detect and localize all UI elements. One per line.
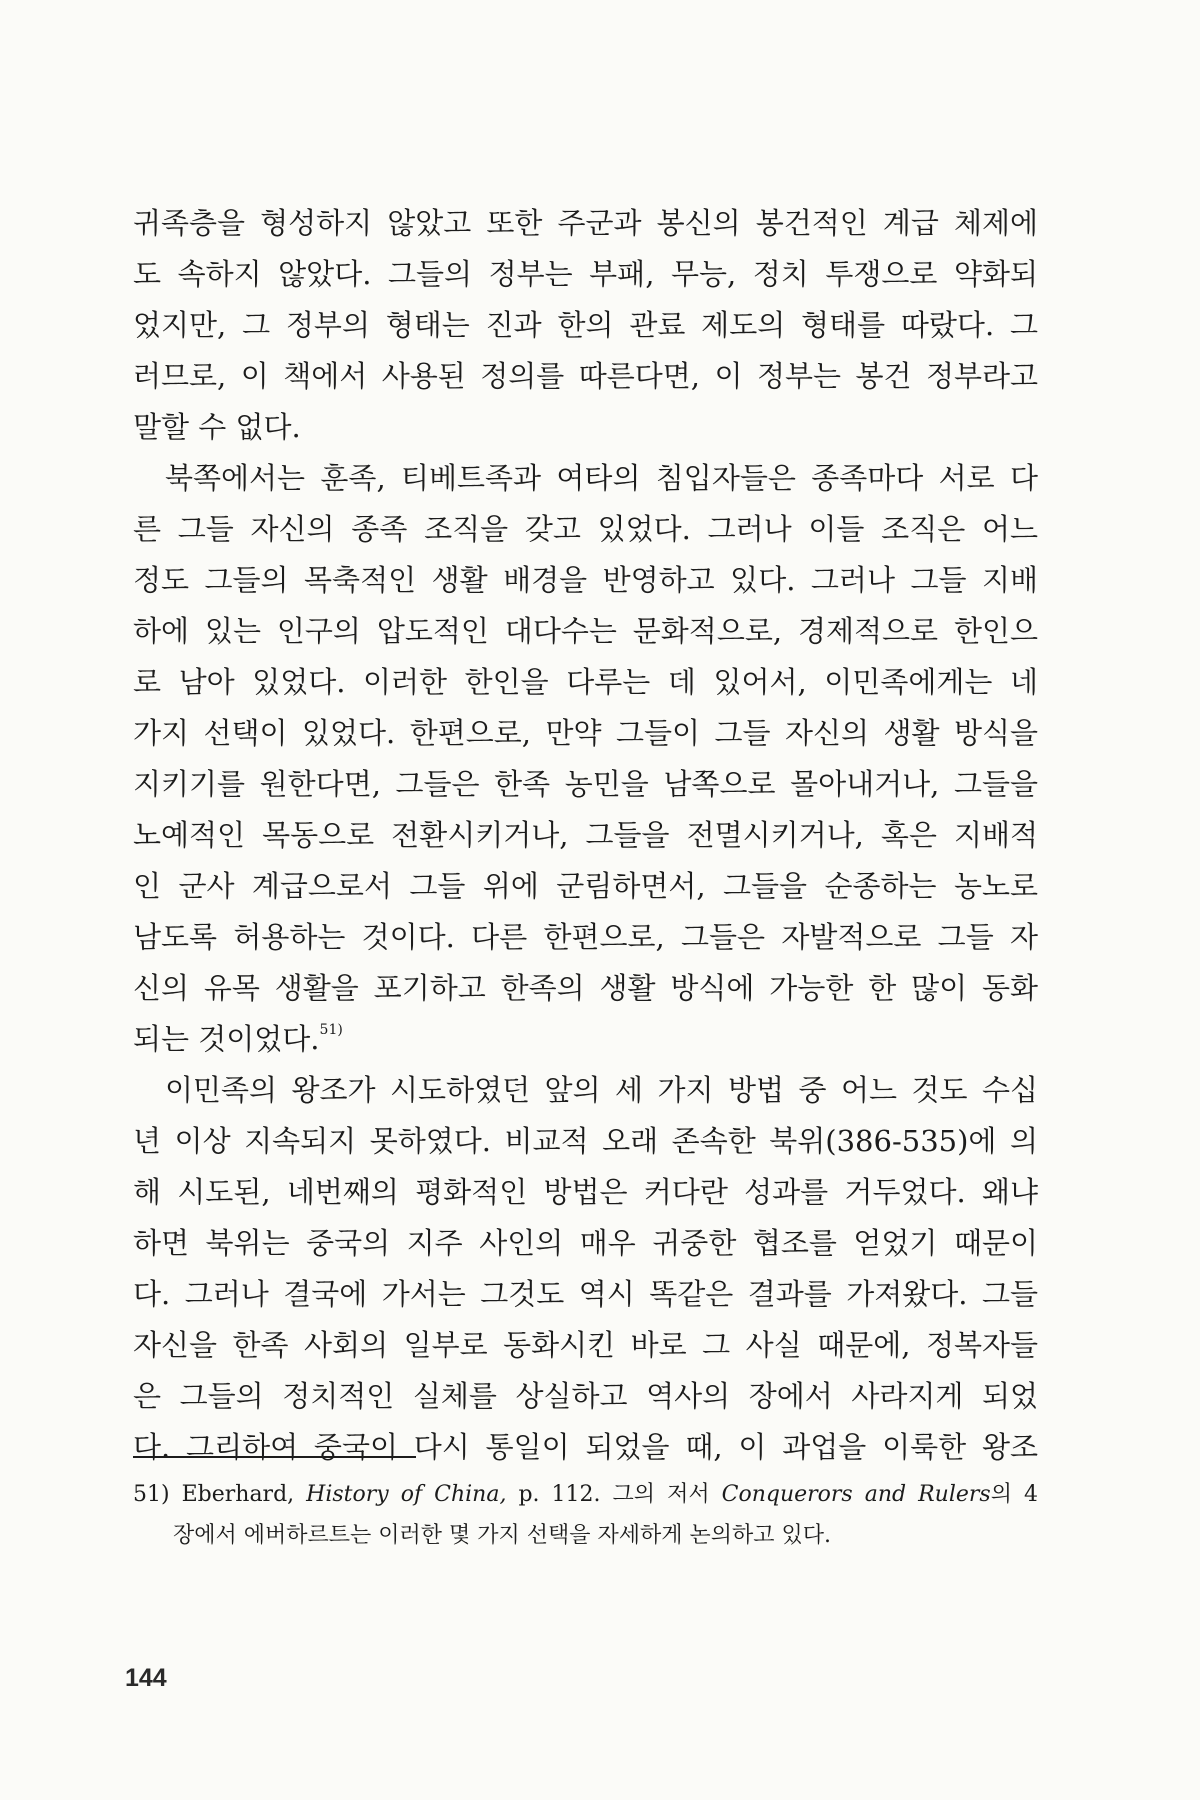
text-line-content: 로 남아 있었다. 이러한 한인을 다루는 데 있어서, 이민족에게는 네 [133,665,1038,699]
text-line-content: 되는 것이었다. [133,1022,320,1056]
text-line [133,555,1038,606]
text-line-content: 다. 그리하여 중국이 다시 통일이 되었을 때, 이 과업을 이룩한 왕조 [133,1430,1038,1464]
text-line [133,1065,1038,1116]
text-line [133,402,1038,453]
footnote-title-1: History of China, [306,1482,507,1507]
text-line-content: 정도 그들의 목축적인 생활 배경을 반영하고 있다. 그러나 그들 지배 [133,563,1038,597]
text-line-content: 가지 선택이 있었다. 한편으로, 만약 그들이 그들 자신의 생활 방식을 [133,716,1038,750]
text-line-content: 러므로, 이 책에서 사용된 정의를 따른다면, 이 정부는 봉건 정부라고 [133,359,1038,393]
text-line-content: 다. 그러나 결국에 가서는 그것도 역시 똑같은 결과를 가져왔다. 그들 [133,1277,1038,1311]
text-line [133,912,1038,963]
text-line-content: 년 이상 지속되지 못하였다. 비교적 오래 존속한 북위(386-535)에 의 [133,1124,1038,1158]
text-line-content: 자신을 한족 사회의 일부로 동화시킨 바로 그 사실 때문에, 정복자들 [133,1328,1038,1362]
text-line-content: 도 속하지 않았다. 그들의 정부는 부패, 무능, 정치 투쟁으로 약화되 [133,257,1038,291]
text-line-content: 해 시도된, 네번째의 평화적인 방법은 커다란 성과를 거두었다. 왜냐 [133,1175,1038,1209]
text-line [133,249,1038,300]
text-line [133,351,1038,402]
text-line-content: 지키기를 원한다면, 그들은 한족 농민을 남쪽으로 몰아내거나, 그들을 [133,767,1038,801]
text-line [133,810,1038,861]
footnote-number: 51) [133,1482,170,1507]
text-line [133,657,1038,708]
footnote-author: Eberhard, [181,1482,295,1507]
text-line-content: 이민족의 왕조가 시도하였던 앞의 세 가지 방법 중 어느 것도 수십 [165,1073,1038,1107]
footnote-title-2: Conquerors and Rulers [721,1482,991,1507]
text-line [133,1320,1038,1371]
footnote-line-1 [133,1474,1038,1515]
text-line-content: 인 군사 계급으로서 그들 위에 군림하면서, 그들을 순종하는 농노로 [133,869,1038,903]
text-line-content: 었지만, 그 정부의 형태는 진과 한의 관료 제도의 형태를 따랐다. 그 [133,308,1038,342]
text-line [133,1014,1038,1065]
footnote-reference: 51) [319,1022,343,1039]
text-line [133,963,1038,1014]
footnote-text-1: p. 112. 그의 저서 [518,1482,710,1507]
text-line [133,861,1038,912]
text-line [133,1269,1038,1320]
text-line-content: 노예적인 목동으로 전환시키거나, 그들을 전멸시키거나, 혹은 지배적 [133,818,1038,852]
footnote-line-2: 장에서 에버하르트는 이러한 몇 가지 선택을 자세하게 논의하고 있다. [173,1523,831,1548]
text-line-content: 하면 북위는 중국의 지주 사인의 매우 귀중한 협조를 얻었기 때문이 [133,1226,1038,1260]
text-line-content: 남도록 허용하는 것이다. 다른 한편으로, 그들은 자발적으로 그들 자 [133,920,1038,954]
text-line-content: 른 그들 자신의 종족 조직을 갖고 있었다. 그러나 이들 조직은 어느 [133,512,1038,546]
text-line [133,1116,1038,1167]
text-line [133,1422,1038,1473]
page-number: 144 [125,1664,167,1692]
text-line-content: 북쪽에서는 훈족, 티베트족과 여타의 침입자들은 종족마다 서로 다 [165,461,1038,495]
text-line-content: 하에 있는 인구의 압도적인 대다수는 문화적으로, 경제적으로 한인으 [133,614,1038,648]
text-line-content: 말할 수 없다. [133,410,301,444]
text-line [133,708,1038,759]
text-line [133,759,1038,810]
text-line [133,504,1038,555]
text-line [133,453,1038,504]
footnote-text-2: 의 4 [990,1482,1038,1507]
footnote [133,1474,1038,1556]
text-line-content: 귀족층을 형성하지 않았고 또한 주군과 봉신의 봉건적인 계급 체제에 [133,206,1038,240]
text-line [133,606,1038,657]
body-text [133,198,1038,1473]
text-line-content: 신의 유목 생활을 포기하고 한족의 생활 방식에 가능한 한 많이 동화 [133,971,1038,1005]
footnote-separator [133,1456,416,1458]
text-line [133,300,1038,351]
text-line [133,1371,1038,1422]
text-line-content: 은 그들의 정치적인 실체를 상실하고 역사의 장에서 사라지게 되었 [133,1379,1038,1413]
text-line [133,1167,1038,1218]
text-line [133,198,1038,249]
text-line [133,1218,1038,1269]
